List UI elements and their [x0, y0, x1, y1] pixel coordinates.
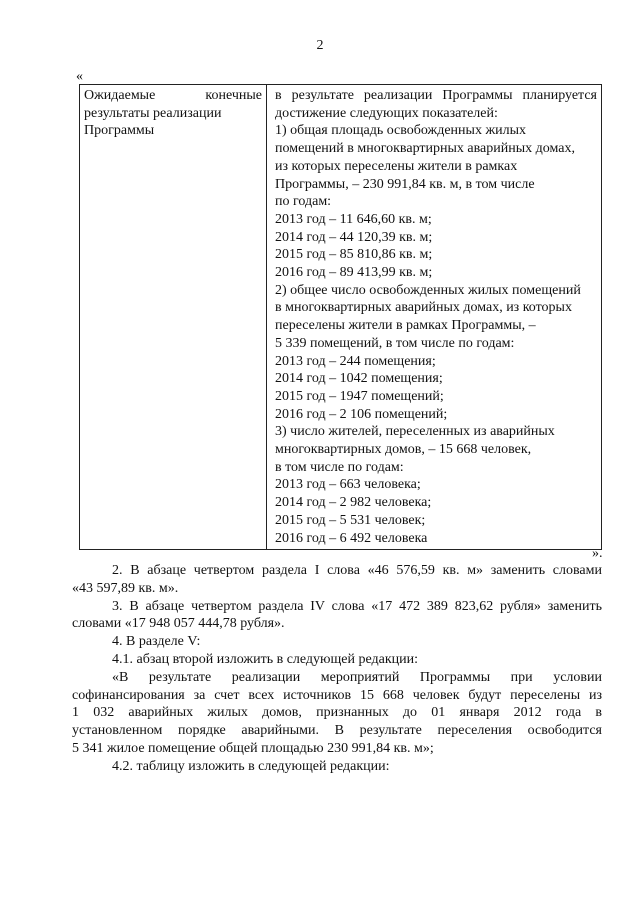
paragraph-line: «43 597,89 кв. м».: [72, 580, 179, 596]
indicator-line: по годам:: [275, 194, 332, 210]
indicator-line: 2016 год – 6 492 человека: [275, 530, 428, 546]
table-cell-indicators: [267, 85, 602, 550]
indicator-line: в результате реализации Программы планируется: [275, 88, 597, 103]
indicator-line: 2015 год – 5 531 человек;: [275, 512, 426, 528]
closing-quote-mark: ».: [592, 546, 603, 561]
heading-line: Ожидаемые конечные: [84, 88, 262, 103]
paragraph-line: словами «17 948 057 444,78 рубля».: [72, 616, 285, 632]
paragraph-line: 4. В разделе V:: [112, 634, 201, 650]
indicator-line: из которых переселены жители в рамках: [275, 158, 518, 174]
indicator-line: Программы, – 230 991,84 кв. м, в том числе: [275, 176, 535, 192]
indicator-line: 5 339 помещений, в том числе по годам:: [275, 335, 515, 351]
paragraph-line: 3. В абзаце четвертом раздела IV слова «17 472 389 823,62 рубля» заменить: [112, 598, 602, 614]
indicator-line: 2) общее число освобожденных жилых помещений: [275, 282, 581, 298]
paragraph-line: софинансирования за счет всех источников 15 668 человек будут переселены из: [72, 687, 602, 703]
indicator-line: многоквартирных домов, – 15 668 человек,: [275, 442, 532, 458]
indicator-line: 2014 год – 44 120,39 кв. м;: [275, 229, 433, 245]
indicator-line: 2013 год – 244 помещения;: [275, 353, 436, 369]
heading-line: результаты реализации: [84, 105, 222, 121]
paragraph-line: 5 341 жилое помещение общей площадью 230 991,84 кв. м»;: [72, 740, 434, 756]
table-cell-heading: [80, 85, 267, 550]
paragraph-line: 4.1. абзац второй изложить в следующей редакции:: [112, 651, 419, 667]
paragraph-line: «В результате реализации мероприятий Программы при условии: [112, 669, 602, 685]
paragraph-line: 1 032 аварийных жилых домов, признанных до 01 января 2012 года в: [72, 705, 602, 721]
indicator-line: в том числе по годам:: [275, 459, 404, 475]
program-results-table: [79, 84, 602, 550]
indicator-line: 2016 год – 89 413,99 кв. м;: [275, 265, 433, 281]
indicator-line: 2014 год – 1042 помещения;: [275, 371, 443, 387]
opening-quote-mark: «: [76, 69, 83, 84]
table-row: [80, 85, 602, 550]
heading-line: Программы: [84, 123, 155, 139]
amendment-text: [72, 562, 602, 776]
paragraph-line: 2. В абзаце четвертом раздела I слова «46 576,59 кв. м» заменить словами: [112, 563, 602, 578]
indicator-line: 2016 год – 2 106 помещений;: [275, 406, 448, 422]
indicator-line: помещений в многоквартирных аварийных домах,: [275, 141, 575, 157]
indicator-line: 2014 год – 2 982 человека;: [275, 495, 432, 511]
indicator-line: в многоквартирных аварийных домах, из которых: [275, 300, 572, 316]
indicator-line: переселены жители в рамках Программы, –: [275, 318, 536, 334]
indicator-line: достижение следующих показателей:: [275, 105, 498, 121]
paragraph-line: 4.2. таблицу изложить в следующей редакции:: [112, 758, 390, 774]
page-number: 2: [316, 38, 324, 53]
indicator-line: 2015 год – 85 810,86 кв. м;: [275, 247, 433, 263]
indicator-line: 2013 год – 11 646,60 кв. м;: [275, 211, 432, 227]
indicator-line: 2015 год – 1947 помещений;: [275, 388, 444, 404]
indicator-line: 2013 год – 663 человека;: [275, 477, 421, 493]
indicator-line: 1) общая площадь освобожденных жилых: [275, 123, 527, 139]
paragraph-line: установленном порядке аварийными. В результате переселения освободится: [72, 723, 602, 739]
indicator-line: 3) число жителей, переселенных из аварийных: [275, 424, 555, 440]
